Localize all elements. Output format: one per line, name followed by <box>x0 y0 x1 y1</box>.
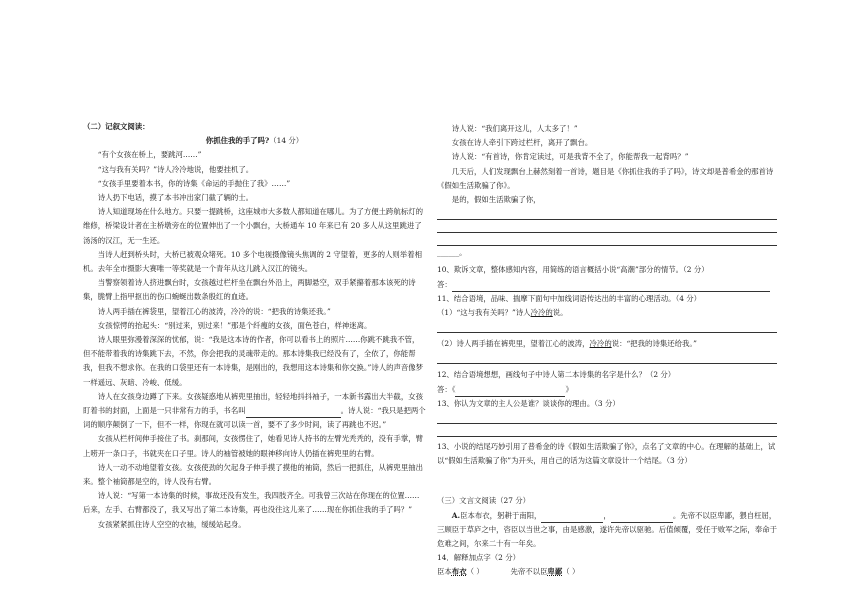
paragraph-text: 。 <box>340 406 349 416</box>
underlined-word: 冷冷的 <box>589 339 612 349</box>
question-text: 说：“把我的诗集还给我。” <box>611 339 697 349</box>
question-12: 12、结合语境想想，画线句子中诗人第二本诗集的名字是什么？（2 分） <box>437 370 676 380</box>
paragraph: 当诗人赶到桥头时，大桥已被观众堵死。10 多个电视摄像镜头焦调的 2 守望着，更多的人则举着相机。去年全市摄影大赛唯一等奖就是一个青年从这儿跳入汉江的镜头。 <box>83 249 422 274</box>
paragraph: 诗人两手插在裤袋里，望着江心的波涛，冷冷的说：“把我的诗集还我。” <box>97 306 331 316</box>
question-11: 11、结合语境，品味、揣摩下面句中加线词语传达出的丰富的心理活动。（4 分） <box>437 293 702 303</box>
poem-answer-line[interactable] <box>437 220 777 233</box>
right-column <box>437 122 777 580</box>
q11-1-answer-line[interactable] <box>437 320 777 333</box>
paragraph: 诗人扔下电话，摸了本书冲出家门截了辆的士。 <box>97 193 254 203</box>
answer-prefix: 答：《 <box>437 384 456 394</box>
paragraph: 诗人知道现场在什么地方。只要一提跳桥，这座城市大多数人都知道在哪儿。为了方便土跨航标灯的维修，桥梁设计者在主桥墩旁在的位置伸出了一个小飘台，大桥通车 10 年来已有 20 多人从这里跳进了汤汤的汉江，无一生还。 <box>83 207 423 245</box>
paragraph <box>83 390 426 433</box>
question-11-1 <box>437 306 777 320</box>
paragraph: 是的，假如生活欺骗了你， <box>451 195 541 205</box>
essay-title: 你抓住我的手了吗? <box>205 136 270 146</box>
question-text: 说。 <box>552 308 568 318</box>
question-14-items <box>437 565 777 579</box>
paragraph: 诗人说：“我们离开这儿，人太多了！” <box>451 124 578 133</box>
paragraph: 诗人说：“写第一本诗集的时候，事故还没有发生，我四肢齐全。可我曾三次站在你现在的位置……后来，左手、右臂都没了，我又写出了第二本诗集，再也没往这儿来了……现在你抓住我的手了吗？” <box>83 491 420 515</box>
fill-blank-1[interactable] <box>541 513 603 523</box>
paragraph-text: 诗人说：“我只是把两个词的顺序颠倒了一下，但不一样，你现在就可以读一首，要不了多少时间，读了再跳也不迟。” <box>83 406 426 430</box>
question-score: （2 分） <box>683 265 709 275</box>
poem-answer-line[interactable] <box>437 207 777 220</box>
classical-text: A.臣本布衣，躬耕于南阳， ， 。先帝不以臣卑鄙，猥自枉屈，三顾臣于草庐之中，咨臣以当世之事，由是感激，遂许先帝以驱驰。后值倾覆，受任于败军之际，奉命于危难之间，尔来二十有一年矣。 <box>437 510 777 549</box>
q14-answer-field[interactable]: （ ） <box>466 567 484 577</box>
paragraph: 当警察领着诗人挤进飘台时，女孩越过栏杆坐在飘台外沿上，两脚悬空，双手紧攥着那本该死的诗集，脆臂上指甲抠出的伤口蜿蜒出数条殷红的血迹。 <box>83 278 416 302</box>
essay-score: （14 分） <box>269 136 304 146</box>
paragraph-text: 诗人在女孩身边蹲了下来。女孩疑惑地从裤兜里抽出，轻轻地抖抖袖子，一本新书露出大半截，女孩盯着书的封面，上面是一只非常有力的手，书名叫 <box>83 391 423 416</box>
answer-line <box>437 383 777 397</box>
paragraph: “有个女孩在桥上，要跳河……” <box>97 150 202 160</box>
q12-answer-field[interactable] <box>455 387 565 397</box>
paragraph: 诗人一动不动地望着女孩。女孩使劲的欠起身子伸手摸了摸他的袖筒，然后一把抓住，从裤兜里抽出来。整个袖筒都是空的，诗人没有右臂。 <box>83 462 423 487</box>
section-title: （二）记叙文阅读： <box>83 122 150 131</box>
paragraph: 女孩从栏杆间伸手接住了书。刹那间，女孩愣住了，她看见诗人持书的左臂光秃秃的，没有手掌，臂上唠开一条口子，书就夹在口子里。诗人的袖管被她的眼神移向诗人仍插在裤兜里的右臂。 <box>83 434 423 458</box>
paragraph: “女孩手里要着本书，你的诗集《命运的手抛住了我》……” <box>97 178 291 188</box>
q14-text: 臣本 <box>437 567 452 577</box>
q11-2-answer-line[interactable] <box>437 351 777 364</box>
poem-end: ______。 <box>437 248 467 258</box>
q10-answer-field[interactable] <box>452 282 770 292</box>
q13a-answer-line[interactable] <box>437 424 777 437</box>
question-text: 10、欺诉文章，整体感知内容，用简练的语言概括小说“高潮”部分的情节。 <box>437 265 684 275</box>
underlined-word: 冷冷的 <box>530 308 553 318</box>
fill-blank-2[interactable] <box>611 513 673 523</box>
question-13a: 13、你认为文章的主人公是谁？谈谈你的理由。（3 分） <box>437 398 620 408</box>
passage-label: A. <box>451 510 461 520</box>
question-11-2 <box>437 337 777 351</box>
paragraph: 女孩在诗人牵引下跨过栏杆，离开了飘台。 <box>451 138 593 148</box>
q14-text: 先帝不以臣 <box>510 567 548 577</box>
question-10 <box>437 263 777 277</box>
paragraph: 几天后，人们发现飘台上赫然刻着一首诗，题目是《你抓住我的手了吗》，诗文却是普希金的那首诗《假如生活欺骗了你》。 <box>437 166 774 190</box>
q14-answer-field[interactable]: （ ） <box>562 567 580 577</box>
book-title-blank[interactable] <box>246 408 341 418</box>
paragraph: 女孩紧紧抓住诗人空空的衣袖，缓缓站起身。 <box>97 519 246 529</box>
paragraph: 诗人眼里弥漫着深深的忧郁，说：“我是这本诗的作者，你可以看书上的照片……你跳不跳我不管，但不能带着我的诗集跳下去，不然，你会把我的灵魂带走的。那本诗集我已经没有了，全依了，你能帮我，但我不想求你。在我的口袋里还有一本诗集，是刚出的，我想用这本诗集和你交换。”诗人的声音像梦一样遥远、灰暗、冷峻、低缓。 <box>83 335 424 387</box>
question-14: 14．解释加点字（2 分） <box>437 553 520 563</box>
paragraph: 女孩惊愕的抬起头：“别过来，别过来！”那是个纤瘦的女孩，面色苍白，样神迷离。 <box>97 320 372 330</box>
passage-text: 。先帝不以臣卑鄙，猥自枉屈，三顾臣于草庐之中，咨臣以当世之事，由是感激，遂许先帝以驱驰。后值倾覆，受任于败军之际，奉命于危难之间，尔来二十有一年矣。 <box>437 510 777 549</box>
answer-prefix: 答： <box>437 279 452 289</box>
question-text: （1）“这与我有关吗？”诗人 <box>437 308 531 318</box>
paragraph: 诗人说：“有首诗，你肯定读过，可是我背不全了，你能帮我一起背吗？” <box>451 152 689 162</box>
question-13b: 13、小说的结尾巧妙引用了普希金的诗《假如生活欺骗了你》，点名了文章的中心。在理解的基础上，试以“假如生活欺骗了你”为开头，用自己的话为这篇文章设计一个结尾。（3 分） <box>437 442 776 466</box>
section-3-title: （三）文言文阅读（27 分） <box>437 496 531 506</box>
paragraph: “这与我有关吗？”诗人冷冷地说，他要挂机了。 <box>97 164 254 174</box>
answer-suffix: 》 <box>565 384 573 394</box>
left-column <box>83 120 426 532</box>
poem-answer-line[interactable] <box>437 233 777 246</box>
essay-title-line <box>83 134 426 148</box>
question-text: （2）诗人两手插在裤兜里，望着江心的波涛， <box>437 339 590 349</box>
q13a-answer-line[interactable] <box>437 411 777 424</box>
answer-line <box>437 278 777 292</box>
passage-text: 臣本布衣，躬耕于南阳， <box>460 510 542 520</box>
dotted-word: 卑鄙 <box>547 567 563 577</box>
dotted-word: 布衣 <box>451 567 467 577</box>
